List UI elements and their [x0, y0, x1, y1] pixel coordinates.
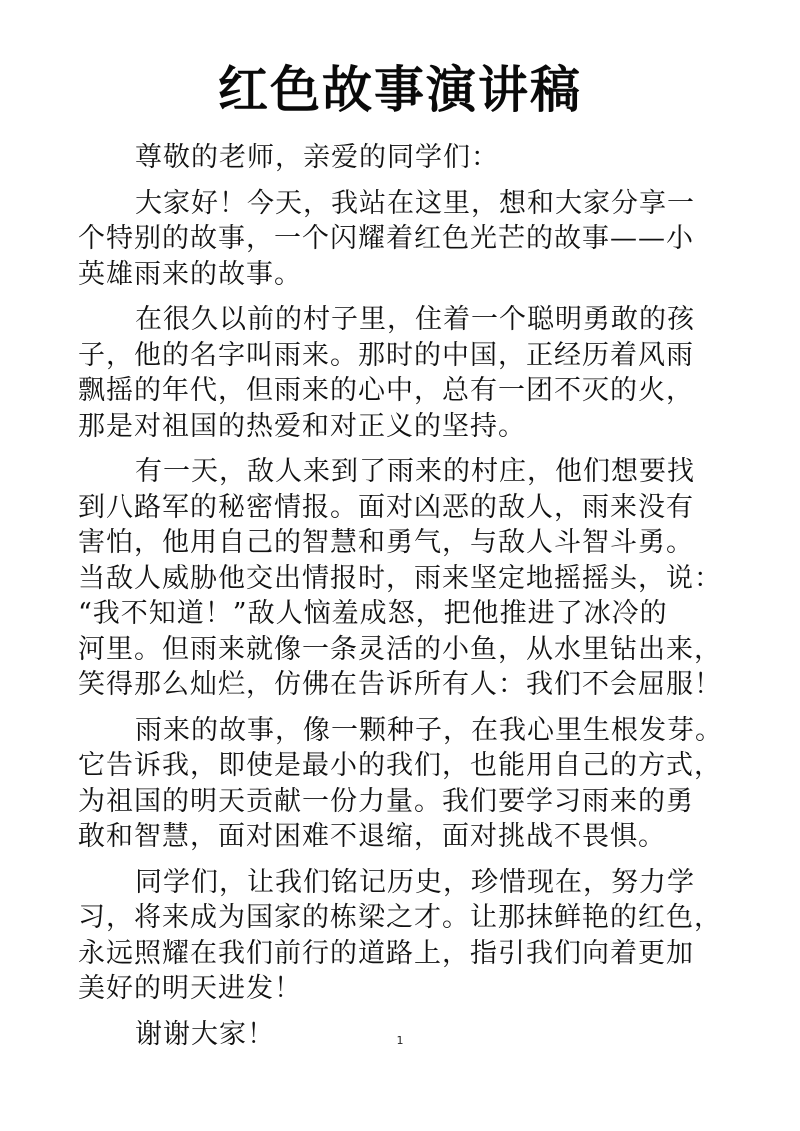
text-line: 大家好！今天，我站在这里，想和大家分享一 — [135, 187, 695, 219]
text-line: 习，将来成为国家的栋梁之才。让那抹鲜艳的红色， — [78, 902, 722, 933]
text-line: 害怕，他用自己的智慧和勇气，与敌人斗智斗勇。 — [78, 527, 694, 558]
greeting-paragraph — [78, 140, 738, 176]
text-line: 在很久以前的村子里，住着一个聪明勇敢的孩 — [135, 304, 695, 335]
text-line: 美好的明天进发！ — [78, 973, 302, 1004]
reflection-paragraph — [78, 713, 738, 855]
text-line: 河里。但雨来就像一条灵活的小鱼，从水里钻出来， — [78, 633, 722, 665]
opening-paragraph — [78, 186, 738, 293]
text-line: 尊敬的老师，亲爱的同学们： — [135, 142, 499, 173]
text-line: 它告诉我，即使是最小的我们，也能用自己的方式， — [78, 750, 722, 781]
text-line: 英雄雨来的故事。 — [78, 258, 302, 290]
page-number: 1 — [396, 1034, 404, 1047]
text-line: 到八路军的秘密情报。面对凶恶的敌人，雨来没有 — [78, 491, 694, 523]
text-line: 有一天，敌人来到了雨来的村庄，他们想要找 — [135, 456, 695, 487]
speech-body — [78, 140, 738, 1062]
text-line: 当敌人威胁他交出情报时，雨来坚定地摇摇头，说： — [78, 562, 722, 594]
text-line: 敢和智慧，面对困难不退缩，面对挑战不畏惧。 — [78, 821, 666, 852]
text-line: 谢谢大家！ — [135, 1018, 275, 1050]
text-line: 为祖国的明天贡献一份力量。我们要学习雨来的勇 — [78, 785, 694, 817]
text-line: 那是对祖国的热爱和对正义的坚持。 — [78, 410, 526, 442]
text-line: 同学们，让我们铭记历史，珍惜现在，努力学 — [135, 866, 695, 898]
background-paragraph — [78, 302, 738, 444]
text-line: 飘摇的年代，但雨来的心中，总有一团不灭的火， — [78, 375, 694, 406]
story-paragraph — [78, 454, 738, 703]
text-line: 雨来的故事，像一颗种子，在我心里生根发芽。 — [135, 714, 723, 746]
text-line: “我不知道！”敌人恼羞成怒，把他推进了冰冷的 — [78, 598, 668, 629]
text-line: 子，他的名字叫雨来。那时的中国，正经历着风雨 — [78, 339, 694, 371]
text-line: 个特别的故事，一个闪耀着红色光芒的故事——小 — [78, 223, 694, 254]
call-to-action-paragraph — [78, 865, 738, 1007]
text-line: 永远照耀在我们前行的道路上，指引我们向着更加 — [78, 937, 694, 969]
document-title: 红色故事演讲稿 — [218, 60, 582, 119]
text-line: 笑得那么灿烂，仿佛在告诉所有人：我们不会屈服！ — [78, 669, 722, 700]
